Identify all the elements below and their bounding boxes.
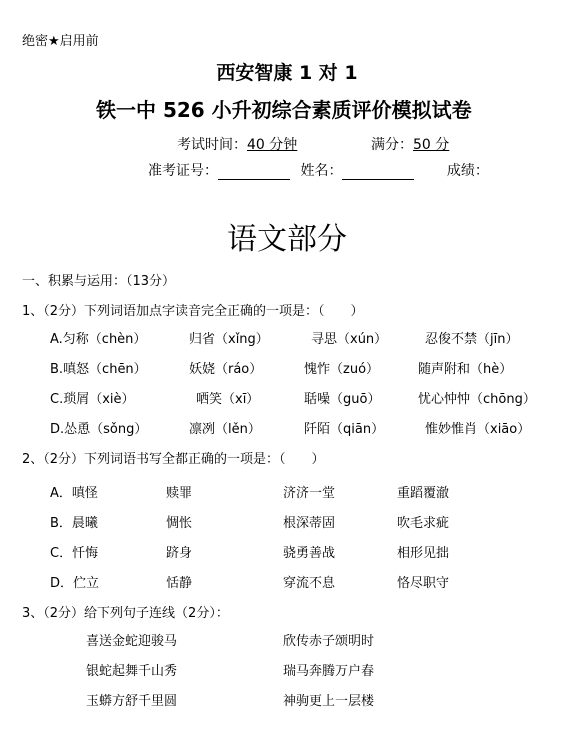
section-title: 语文部分 xyxy=(227,222,347,257)
q1-c1: C.琐屑（xiè） xyxy=(50,392,135,407)
grade-label: 成绩： xyxy=(446,163,489,179)
q1-b4: 随声附和（hè） xyxy=(418,362,513,377)
q2-c2: 跻身 xyxy=(166,546,193,561)
q2-b3: 根深蒂固 xyxy=(283,516,336,531)
q1-a4: 忍俊不禁（jīn） xyxy=(425,332,519,347)
q3-right-1: 欣传赤子颂明时 xyxy=(283,634,375,649)
q3-right-2: 瑞马奔腾万户春 xyxy=(283,664,375,679)
q1-a2: 归省（xǐng） xyxy=(189,332,269,347)
q1-a1: A.匀称（chèn） xyxy=(50,332,147,347)
q1-a3: 寻思（xún） xyxy=(311,332,388,347)
q1-b3: 愧怍（zuó） xyxy=(304,362,380,377)
exam-title: 铁一中 526 小升初综合素质评价模拟试卷 xyxy=(96,98,472,122)
name-blank xyxy=(342,165,414,180)
q1-b2: 妖娆（ráo） xyxy=(189,362,263,377)
q3-stem: 3、（2分）给下列句子连线（2分）： xyxy=(22,606,229,621)
q2-c4: 相形见拙 xyxy=(397,546,450,561)
q2-d4: 恪尽职守 xyxy=(397,576,450,591)
q2-b4: 吹毛求疵 xyxy=(397,516,450,531)
full-score xyxy=(371,134,449,154)
q2-b2: 惆怅 xyxy=(166,516,193,531)
score-label: 满分： xyxy=(371,137,413,153)
q2-c3: 骁勇善战 xyxy=(283,546,336,561)
id-blank xyxy=(218,165,290,180)
id-label: 准考证号： xyxy=(148,163,218,179)
time-value: 40 分钟 xyxy=(247,137,298,153)
q2-a3: 济济一堂 xyxy=(283,486,336,501)
candidate-info xyxy=(148,160,489,180)
q2-d3: 穿流不息 xyxy=(283,576,336,591)
exam-time xyxy=(177,134,297,154)
q1-d2: 凛冽（lěn） xyxy=(189,422,261,437)
q3-left-1: 喜送金蛇迎骏马 xyxy=(86,634,178,649)
score-value: 50 分 xyxy=(413,137,450,153)
q1-d3: 阡陌（qiān） xyxy=(304,422,385,437)
confidential-label: 绝密★启用前 xyxy=(22,34,99,49)
q2-b1: B．晨曦 xyxy=(50,516,98,531)
q3-left-3: 玉蟒方舒千里圆 xyxy=(86,694,178,709)
q3-right-3: 神驹更上一层楼 xyxy=(283,694,375,709)
q2-d2: 恬静 xyxy=(166,576,193,591)
q3-left-2: 银蛇起舞千山秀 xyxy=(86,664,178,679)
q2-d1: D．伫立 xyxy=(50,576,100,591)
name-label: 姓名： xyxy=(300,163,343,179)
q1-d4: 惟妙惟肖（xiāo） xyxy=(425,422,531,437)
q1-b1: B.嗔怒（chēn） xyxy=(50,362,147,377)
q2-a4: 重蹈覆澈 xyxy=(397,486,450,501)
q2-c1: C．忏悔 xyxy=(50,546,99,561)
q2-a1: A．嗔怪 xyxy=(50,486,98,501)
q1-c2: 哂笑（xī） xyxy=(196,392,260,407)
q1-d1: D.怂恿（sǒng） xyxy=(50,422,148,437)
time-label: 考试时间： xyxy=(177,137,247,153)
exam-title-org: 西安智康 1 对 1 xyxy=(216,62,358,84)
q2-a2: 赎罪 xyxy=(166,486,193,501)
part1-title: 一、积累与运用：（13分） xyxy=(22,274,176,289)
q2-stem: 2、（2分）下列词语书写全都正确的一项是：（ ） xyxy=(22,452,325,467)
q1-c4: 忧心忡忡（chōng） xyxy=(418,392,536,407)
q1-c3: 聒噪（guō） xyxy=(304,392,381,407)
q1-stem: 1、（2分）下列词语加点字读音完全正确的一项是：（ ） xyxy=(22,304,364,319)
